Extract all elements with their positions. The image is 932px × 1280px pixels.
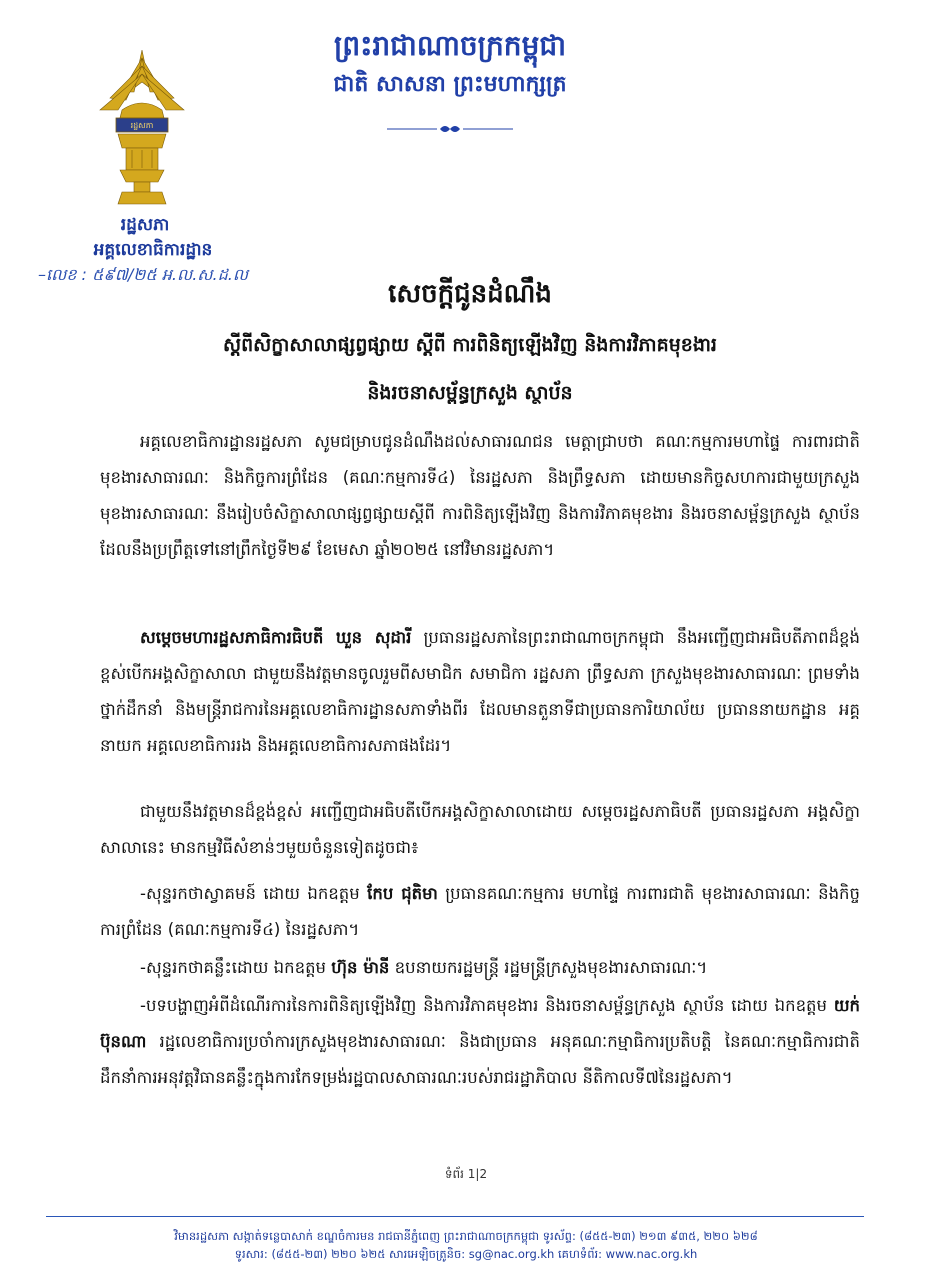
- paragraph-2-text: ប្រធានរដ្ឋសភានៃព្រះរាជាណាចក្រកម្ពុជា នឹងអញ្ជើញជាអធិបតីភាពដ៏ខ្ពង់ខ្ពស់បើកអង្គសិក្ខាសាលា ជាមួយនឹងវត្តមានចូលរួមពីសមាជិក សមាជិកា រដ្ឋសភា ព្រឹទ្ធសភា ក្រសួងមុខងារសាធារណៈ ព្រមទាំងថ្នាក់ដឹកនាំ និងមន្ត្រីរាជការនៃអគ្គលេខាធិការដ្ឋានសភាទាំងពីរ ដែលមានតួនាទីជាប្រធានការិយាល័យ ប្រធាននាយកដ្ឋាន អគ្គនាយក អគ្គលេខាធិការរង និងអគ្គលេខាធិការសភាផងដែរ។: [100, 628, 860, 755]
- item-1-suffix: ប្រធានគណៈកម្មការ មហាផ្ទៃ ការពារជាតិ មុខងារសាធារណៈ និងកិច្ចការព្រំដែន (គណៈកម្មការទី៤) នៃរដ្ឋសភា។: [100, 884, 860, 939]
- paragraph-1: អគ្គលេខាធិការដ្ឋានរដ្ឋសភា សូមជម្រាបជូនដំណឹងដល់សាធារណជន មេត្តាជ្រាបថា គណៈកម្មការមហាផ្ទៃ ការពារជាតិ មុខងារសាធារណៈ និងកិច្ចការព្រំដែន (គណៈកម្មការទី៤) នៃរដ្ឋសភា និងព្រឹទ្ធសភា ដោយមានកិច្ចសហការជាមួយក្រសួងមុខងារសាធារណៈ នឹងរៀបចំសិក្ខាសាលាផ្សព្វផ្សាយស្ដីពី ការពិនិត្យឡើងវិញ និងការវិភាគមុខងារ និងរចនាសម្ព័ន្ធក្រសួង ស្ថាប័ន ដែលនឹងប្រព្រឹត្តទៅនៅព្រឹកថ្ងៃទី២៩ ខែមេសា ឆ្នាំ២០២៥ នៅវិមានរដ្ឋសភា។: [100, 432, 860, 559]
- page-number: ទំព័រ 1|2: [444, 1167, 488, 1181]
- national-assembly-emblem: [92, 48, 192, 210]
- subject-line-2: និងរចនាសម្ព័ន្ធក្រសួង ស្ថាប័ន: [367, 382, 573, 404]
- item-3-prefix: -បទបង្ហាញអំពីដំណើរការនៃការពិនិត្យឡើងវិញ និងការវិភាគមុខងារ និងរចនាសម្ព័ន្ធក្រសួង ស្ថាប័ន ដោយ ឯកឧត្ដម: [140, 996, 834, 1015]
- paragraph-2: [100, 620, 860, 764]
- program-item-2: [100, 950, 860, 986]
- kingdom-heading: ព្រះរាជាណាចក្រកម្ពុជា: [333, 29, 566, 62]
- item-2-speaker: ហ៊ុន ម៉ានី: [331, 958, 390, 977]
- document-title: សេចក្ដីជូនដំណឹង: [388, 279, 552, 309]
- item-2-suffix: ឧបនាយករដ្ឋមន្ត្រី រដ្ឋមន្ត្រីក្រសួងមុខងារសាធារណៈ។: [389, 958, 708, 977]
- item-3-suffix: រដ្ឋលេខាធិការប្រចាំការក្រសួងមុខងារសាធារណៈ និងជាប្រធាន អនុគណៈកម្មាធិការប្រតិបត្តិ នៃគណៈកម្មាធិការជាតិដឹកនាំការអនុវត្តវិធានគន្លឹះក្នុងការកែទម្រង់រដ្ឋបាលសាធារណៈរបស់រាជរដ្ឋាភិបាល នីតិកាលទី៧នៃរដ្ឋសភា។: [100, 1032, 860, 1087]
- divider-ornament: [385, 122, 515, 136]
- department-name: អគ្គលេខាធិការដ្ឋាន: [93, 240, 213, 260]
- footer-address: វិមានរដ្ឋសភា សង្កាត់ទន្លេបាសាក់ ខណ្ឌចំការមន រាជធានីភ្នំពេញ ព្រះរាជាណាចក្រកម្ពុជា ទូរស័ព្ទ: (៨៥៥-២៣) ២១៣ ៩៣៥, ២២០ ៦២៨: [174, 1229, 758, 1243]
- footer-contact: ទូរសារ: (៨៥៥-២៣) ២២០ ៦២៥ សារអេឡិចត្រូនិច: sg@nac.org.kh គេហទំព័រ: www.nac.org.kh: [234, 1247, 698, 1261]
- national-motto: ជាតិ សាសនា ព្រះមហាក្សត្រ: [333, 72, 567, 97]
- chairman-name: សម្ដេចមហារដ្ឋសភាធិការធិបតី ឃួន សុដារី: [140, 628, 412, 647]
- item-1-speaker: កែប ជុតិមា: [367, 884, 438, 903]
- reference-number: –លេខ : ៥៩៧/២៥ អ.ល.ស.ដ.ល: [38, 265, 249, 284]
- item-3-speaker: យក់ ប៊ុនណា: [100, 996, 860, 1051]
- paragraph-3: ជាមួយនឹងវត្តមានដ៏ខ្ពង់ខ្ពស់ អញ្ជើញជាអធិបតីបើកអង្គសិក្ខាសាលាដោយ សម្ដេចរដ្ឋសភាធិបតី ប្រធានរដ្ឋសភា អង្គសិក្ខាសាលានេះ មានកម្មវិធីសំខាន់ៗមួយចំនួនទៀតដូចជា៖: [100, 802, 860, 857]
- subject-line-1: ស្ដីពីសិក្ខាសាលាផ្សព្វផ្សាយ ស្ដីពី ការពិនិត្យឡើងវិញ និងការវិភាគមុខងារ: [223, 334, 717, 356]
- institution-name: រដ្ឋសភា: [120, 215, 170, 235]
- program-item-3: [100, 988, 860, 1096]
- item-1-prefix: -សុន្ទរកថាស្វាគមន៍ ដោយ ឯកឧត្ដម: [140, 884, 368, 903]
- footer-divider: [46, 1216, 864, 1217]
- program-item-1: [100, 876, 860, 948]
- item-2-prefix: -សុន្ទរកថាគន្លឹះដោយ ឯកឧត្ដម: [140, 958, 332, 977]
- svg-text:រដ្ឋសភា: រដ្ឋសភា: [130, 121, 154, 130]
